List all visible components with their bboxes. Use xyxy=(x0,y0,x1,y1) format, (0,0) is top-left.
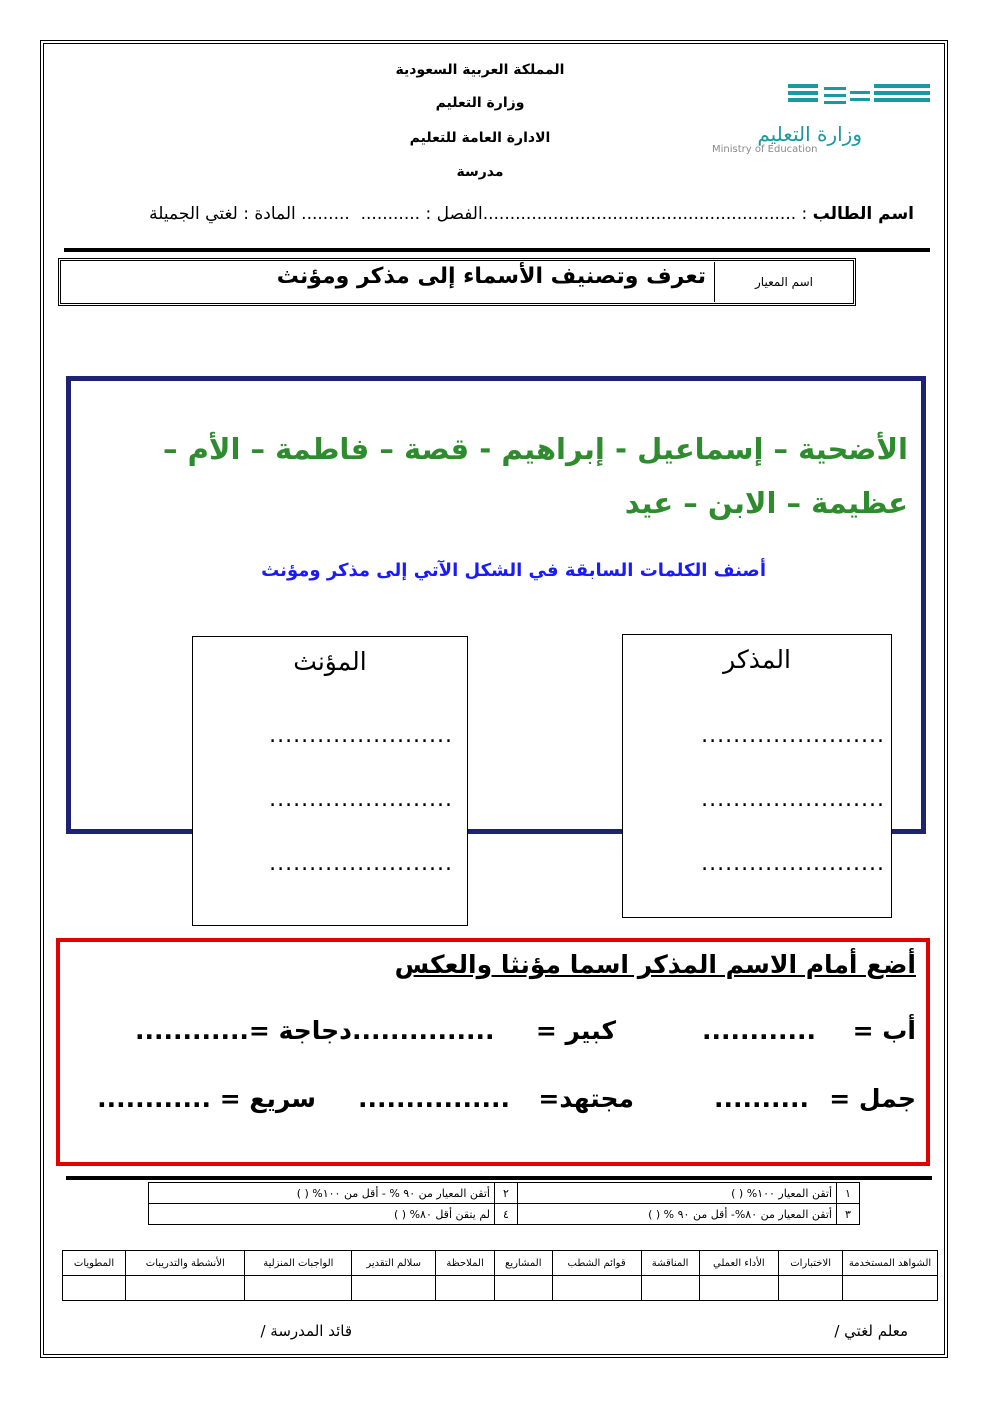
table-header-cell: الأداء العملي xyxy=(699,1251,779,1276)
row2-item-1: جمل = xyxy=(829,1084,916,1113)
header-kingdom: المملكة العربية السعودية xyxy=(395,62,565,78)
table-cell: ٢ xyxy=(495,1183,518,1204)
rubric-table xyxy=(148,1182,860,1225)
table-cell[interactable] xyxy=(494,1276,552,1301)
feminine-answer-3[interactable]: ....................... xyxy=(269,851,453,876)
divider xyxy=(66,1176,932,1180)
table-cell: ٤ xyxy=(495,1204,518,1225)
table-header-cell: المشاريع xyxy=(494,1251,552,1276)
row2-item-3[interactable]: سريع = ............ xyxy=(97,1084,316,1113)
table-header-cell: الأنشطة والتدريبات xyxy=(126,1251,245,1276)
table-cell[interactable] xyxy=(843,1276,938,1301)
evidence-table xyxy=(62,1250,938,1301)
word-list-line-1: الأضحية – إسماعيل - إبراهيم - قصة – فاطمة – الأم – xyxy=(163,432,908,466)
row1-blank-1[interactable]: ............ xyxy=(702,1016,816,1045)
feminine-box xyxy=(192,636,468,926)
class-field[interactable]: ...........................................الفصل : ........... xyxy=(360,204,716,224)
masculine-answer-1[interactable]: ....................... xyxy=(701,723,885,748)
feminine-answer-1[interactable]: ....................... xyxy=(269,723,453,748)
header-directorate: الادارة العامة للتعليم xyxy=(409,130,551,146)
table-cell[interactable] xyxy=(641,1276,699,1301)
masculine-answer-3[interactable]: ....................... xyxy=(701,851,885,876)
table-cell[interactable] xyxy=(699,1276,779,1301)
table-cell[interactable]: أتقن المعيار ١٠٠% ( ) xyxy=(518,1183,837,1204)
table-cell: ٣ xyxy=(837,1204,860,1225)
masculine-box xyxy=(622,634,892,918)
table-row xyxy=(149,1183,860,1204)
table-header-cell: الواجبات المنزلية xyxy=(245,1251,352,1276)
table-header-cell: سلالم التقدير xyxy=(352,1251,436,1276)
header-school: مدرسة xyxy=(456,164,504,180)
masculine-title: المذكر xyxy=(723,645,791,674)
header-ministry: وزارة التعليم xyxy=(435,95,525,111)
table-row xyxy=(149,1204,860,1225)
divider xyxy=(64,248,930,252)
row1-blank-2[interactable]: ............... xyxy=(352,1016,495,1045)
table-cell[interactable] xyxy=(436,1276,495,1301)
table-cell[interactable]: أتقن المعيار من ٩٠ % - أقل من ١٠٠% ( ) xyxy=(149,1183,495,1204)
table-header-cell: الشواهد المستخدمة xyxy=(843,1251,938,1276)
feminine-title: المؤنث xyxy=(293,647,367,676)
table-cell[interactable] xyxy=(126,1276,245,1301)
student-info-line xyxy=(149,204,914,224)
table-header-cell: قوائم الشطب xyxy=(552,1251,641,1276)
classification-instruction: أصنف الكلمات السابقة في الشكل الآتي إلى مذكر ومؤنث xyxy=(261,560,766,581)
principal-signature[interactable]: قائد المدرسة / xyxy=(260,1322,352,1340)
student-name-label: اسم الطالب xyxy=(812,204,914,224)
row2-blank-2[interactable]: ................ xyxy=(358,1084,510,1113)
table-cell[interactable] xyxy=(779,1276,843,1301)
teacher-signature[interactable]: معلم لغتي / xyxy=(834,1322,908,1340)
table-cell[interactable] xyxy=(352,1276,436,1301)
table-cell: ١ xyxy=(837,1183,860,1204)
opposite-gender-instruction: أضع أمام الاسم المذكر اسما مؤنثا والعكس xyxy=(394,950,916,979)
table-header-cell: الاختبارات xyxy=(779,1251,843,1276)
table-cell[interactable] xyxy=(245,1276,352,1301)
table-cell[interactable]: لم يتقن أقل ٨٠% ( ) xyxy=(149,1204,495,1225)
row1-item-2: كبير = xyxy=(535,1016,616,1045)
criterion-label: اسم المعيار xyxy=(714,262,853,302)
logo-arabic-text: وزارة التعليم xyxy=(757,122,862,146)
row1-item-1: أب = xyxy=(852,1016,916,1045)
table-cell[interactable]: أتقن المعيار من ٨٠%- أقل من ٩٠ % ( ) xyxy=(518,1204,837,1225)
subject-field: ......... المادة : لغتي الجميلة xyxy=(149,204,350,224)
logo-english-text: Ministry of Education xyxy=(712,144,818,155)
row2-item-2: مجتهد= xyxy=(538,1084,634,1113)
ministry-logo-dots-icon xyxy=(780,82,940,112)
table-header-cell: المطويات xyxy=(63,1251,126,1276)
table-header-cell: المناقشة xyxy=(641,1251,699,1276)
feminine-answer-2[interactable]: ....................... xyxy=(269,787,453,812)
word-list-line-2: عظيمة – الابن – عيد xyxy=(624,486,908,520)
table-cell[interactable] xyxy=(63,1276,126,1301)
row1-item-3[interactable]: دجاجة =............ xyxy=(134,1016,352,1045)
row2-blank-1[interactable]: .......... xyxy=(714,1084,809,1113)
table-row xyxy=(63,1276,938,1301)
table-row xyxy=(63,1251,938,1276)
student-name-field[interactable]: : ............... xyxy=(715,204,813,224)
table-header-cell: الملاحظة xyxy=(436,1251,495,1276)
table-cell[interactable] xyxy=(552,1276,641,1301)
masculine-answer-2[interactable]: ....................... xyxy=(701,787,885,812)
criterion-title: تعرف وتصنيف الأسماء إلى مذكر ومؤنث xyxy=(276,264,706,289)
